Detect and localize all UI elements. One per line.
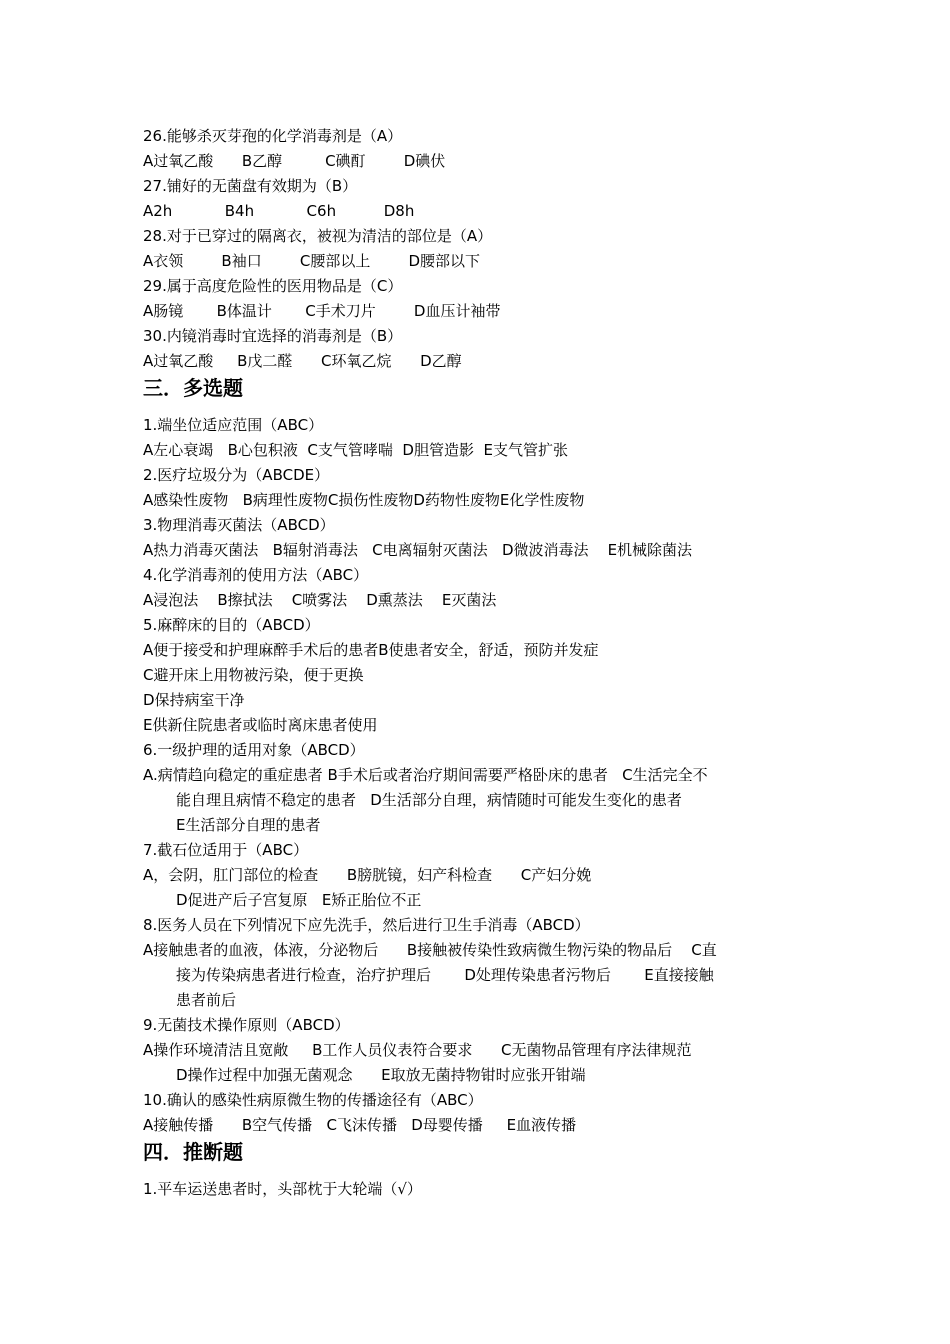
multiple-choice-line: A便于接受和护理麻醉手术后的患者B使患者安全，舒适，预防并发症 bbox=[143, 641, 599, 659]
options-28: A衣领 B袖口 C腰部以上 D腰部以下 bbox=[143, 252, 481, 270]
multiple-choice-line: A感染性废物 B病理性废物C损伤性废物D药物性废物E化学性废物 bbox=[143, 491, 585, 509]
question-27: 27.铺好的无菌盘有效期为（B） bbox=[143, 177, 358, 195]
options-27: A2h B4h C6h D8h bbox=[143, 202, 415, 220]
multiple-choice-line: C避开床上用物被污染，便于更换 bbox=[143, 666, 364, 684]
multiple-choice-line: A浸泡法 B擦拭法 C喷雾法 D熏蒸法 E灭菌法 bbox=[143, 591, 497, 609]
multiple-choice-line: 4.化学消毒剂的使用方法（ABC） bbox=[143, 566, 369, 584]
multiple-choice-line: A操作环境清洁且宽敞 B工作人员仪表符合要求 C无菌物品管理有序法律规范 bbox=[143, 1041, 692, 1059]
question-28: 28.对于已穿过的隔离衣，被视为清洁的部位是（A） bbox=[143, 227, 493, 245]
judgment-question-1: 1.平车运送患者时，头部枕于大轮端（√） bbox=[143, 1180, 422, 1198]
question-30: 30.内镜消毒时宜选择的消毒剂是（B） bbox=[143, 327, 403, 345]
multiple-choice-line: A热力消毒灭菌法 B辐射消毒法 C电离辐射灭菌法 D微波消毒法 E机械除菌法 bbox=[143, 541, 693, 559]
multiple-choice-line: 8.医务人员在下列情况下应先洗手，然后进行卫生手消毒（ABCD） bbox=[143, 916, 590, 934]
multiple-choice-line: 6.一级护理的适用对象（ABCD） bbox=[143, 741, 365, 759]
options-26: A过氧乙酸 B乙醇 C碘酊 D碘伏 bbox=[143, 152, 446, 170]
multiple-choice-line: A，会阴，肛门部位的检查 B膀胱镜，妇产科检查 C产妇分娩 bbox=[143, 866, 592, 884]
question-26: 26.能够杀灭芽孢的化学消毒剂是（A） bbox=[143, 127, 403, 145]
multiple-choice-line: D促进产后子宫复原 E矫正胎位不正 bbox=[176, 891, 422, 909]
multiple-choice-line: 能自理且病情不稳定的患者 D生活部分自理，病情随时可能发生变化的患者 bbox=[176, 791, 682, 809]
multiple-choice-line: 3.物理消毒灭菌法（ABCD） bbox=[143, 516, 335, 534]
question-29: 29.属于高度危险性的医用物品是（C） bbox=[143, 277, 403, 295]
multiple-choice-line: 2.医疗垃圾分为（ABCDE） bbox=[143, 466, 330, 484]
question-block-true-false bbox=[143, 1177, 823, 1202]
options-30: A过氧乙酸 B戊二醛 C环氧乙烷 D乙醇 bbox=[143, 352, 462, 370]
multiple-choice-line: 5.麻醉床的目的（ABCD） bbox=[143, 616, 320, 634]
multiple-choice-line: A接触传播 B空气传播 C飞沫传播 D母婴传播 E血液传播 bbox=[143, 1116, 577, 1134]
multiple-choice-line: D操作过程中加强无菌观念 E取放无菌持物钳时应张开钳端 bbox=[176, 1066, 586, 1084]
multiple-choice-line: A.病情趋向稳定的重症患者 B手术后或者治疗期间需要严格卧床的患者 C生活完全不 bbox=[143, 766, 708, 784]
question-block-multiple-choice bbox=[143, 413, 823, 1138]
multiple-choice-line: 接为传染病患者进行检查，治疗护理后 D处理传染患者污物后 E直接接触 bbox=[176, 966, 714, 984]
multiple-choice-line: 10.确认的感染性病原微生物的传播途径有（ABC） bbox=[143, 1091, 483, 1109]
multiple-choice-line: 7.截石位适用于（ABC） bbox=[143, 841, 309, 859]
options-29: A肠镜 B体温计 C手术刀片 D血压计袖带 bbox=[143, 302, 501, 320]
multiple-choice-line: A接触患者的血液，体液，分泌物后 B接触被传染性致病微生物污染的物品后 C直 bbox=[143, 941, 717, 959]
multiple-choice-line: E生活部分自理的患者 bbox=[176, 816, 321, 834]
multiple-choice-line: D保持病室干净 bbox=[143, 691, 245, 709]
multiple-choice-line: 1.端坐位适应范围（ABC） bbox=[143, 416, 324, 434]
multiple-choice-line: A左心衰竭 B心包积液 C支气管哮喘 D胆管造影 E支气管扩张 bbox=[143, 441, 568, 459]
multiple-choice-line: E供新住院患者或临时离床患者使用 bbox=[143, 716, 378, 734]
question-block-top bbox=[143, 124, 823, 374]
section-heading-true-false: 四．推断题 bbox=[143, 1140, 243, 1164]
multiple-choice-line: 患者前后 bbox=[176, 991, 237, 1009]
section-heading-multiple-choice: 三．多选题 bbox=[143, 376, 243, 400]
document-page bbox=[143, 124, 823, 1202]
multiple-choice-line: 9.无菌技术操作原则（ABCD） bbox=[143, 1016, 350, 1034]
